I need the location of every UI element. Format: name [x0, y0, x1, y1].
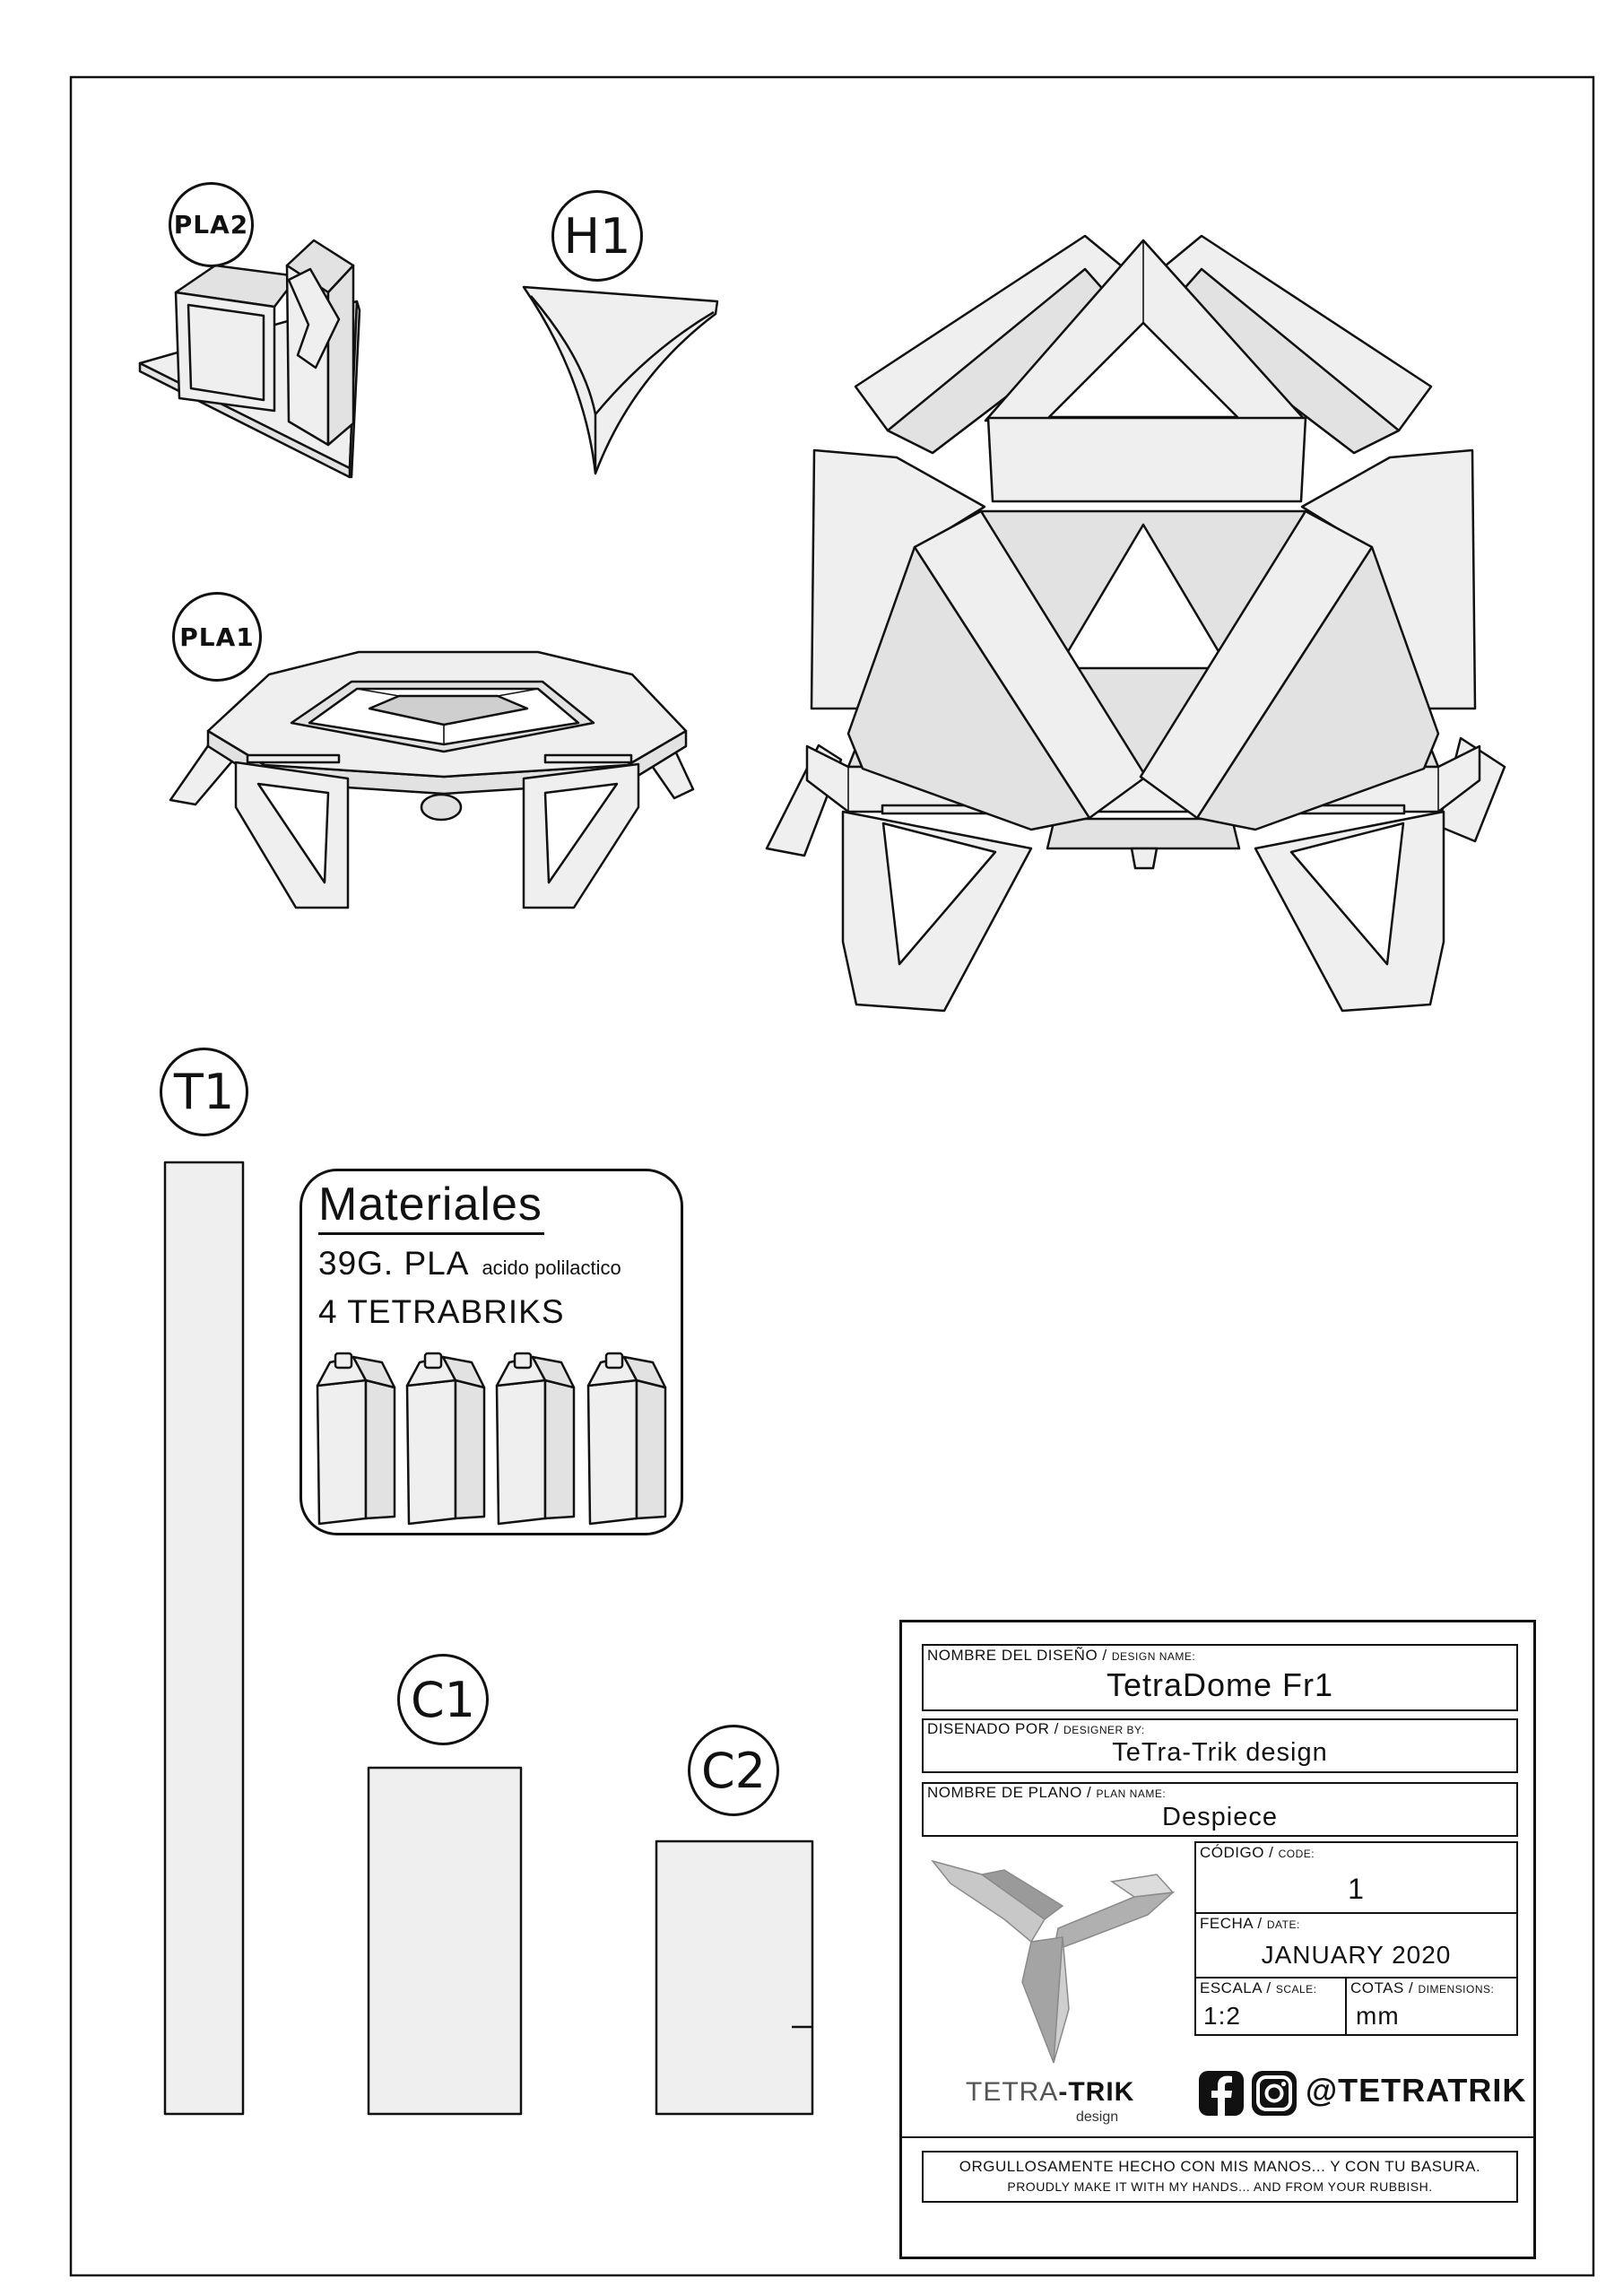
part-c1-strip: [369, 1768, 521, 2114]
designer-label: [927, 1720, 1145, 1738]
assembled-dome-drawing: [767, 236, 1505, 1011]
dimensions-label-es: COTAS /: [1350, 1979, 1419, 1996]
label-pla1: PLA1: [172, 592, 262, 682]
logo-tetra: TETRA: [966, 2077, 1059, 2107]
logo-wordmark: [966, 2077, 1134, 2108]
materials-title: Materiales: [318, 1177, 544, 1235]
label-c2: C2: [688, 1725, 779, 1816]
design-name-value: TetraDome Fr1: [1106, 1666, 1334, 1703]
label-c1: C1: [397, 1654, 489, 1745]
date-label: [1200, 1915, 1300, 1933]
label-pla2: PLA2: [169, 182, 254, 267]
footer-line-en: PROUDLY MAKE IT WITH MY HANDS... AND FROM YOUR RUBBISH.: [1007, 2179, 1433, 2194]
label-t1: T1: [160, 1048, 248, 1136]
materials-pla-line: [318, 1245, 621, 1287]
code-table-divider: [1194, 1977, 1518, 1979]
dimensions-value: mm: [1356, 2002, 1400, 2030]
code-label-en: CODE:: [1278, 1848, 1315, 1860]
materials-pla-note: acido polilactico: [482, 1257, 621, 1279]
part-pla1-drawing: [170, 652, 693, 908]
design-name-label-es: NOMBRE DEL DISEÑO /: [927, 1647, 1112, 1664]
materials-box: [299, 1169, 683, 1535]
code-label-es: CÓDIGO /: [1200, 1844, 1279, 1861]
dimensions-label-en: DIMENSIONS:: [1418, 1983, 1495, 1996]
design-name-label-en: DESIGN NAME:: [1111, 1650, 1196, 1663]
facebook-icon: [1198, 2070, 1245, 2117]
date-value: JANUARY 2020: [1261, 1941, 1452, 1969]
dimensions-label: [1350, 1979, 1494, 1997]
plan-name-value: Despiece: [1162, 1803, 1278, 1831]
tetra-trik-logo-icon: [924, 1849, 1184, 2074]
social-handle: @TETRATRIK: [1306, 2072, 1527, 2109]
date-label-es: FECHA /: [1200, 1915, 1267, 1932]
footer-box: [922, 2151, 1518, 2203]
label-h1: H1: [551, 190, 643, 282]
designer-label-es: DISENADO POR /: [927, 1720, 1064, 1737]
plan-name-label-es: NOMBRE DE PLANO /: [927, 1784, 1097, 1801]
code-label: [1200, 1844, 1315, 1862]
plan-name-label: [927, 1784, 1166, 1802]
scale-value: 1:2: [1203, 2002, 1241, 2030]
materials-pla: 39G. PLA: [318, 1245, 470, 1282]
scale-label-en: SCALE:: [1275, 1983, 1317, 1996]
logo-dash: -: [1058, 2077, 1069, 2107]
designer-label-en: DESIGNER BY:: [1063, 1724, 1145, 1736]
instagram-icon: [1251, 2070, 1298, 2117]
part-h1-drawing: [524, 287, 717, 474]
logo-trik: TRIK: [1068, 2077, 1135, 2107]
materials-tetrabriks: 4 TETRABRIKS: [318, 1293, 565, 1330]
designer-value: TeTra-Trik design: [1112, 1738, 1328, 1767]
code-table-divider: [1194, 1912, 1518, 1914]
scale-label-es: ESCALA /: [1200, 1979, 1276, 1996]
design-name-label: [927, 1647, 1195, 1665]
part-pla2-drawing: [140, 240, 360, 477]
logo-design: design: [1076, 2109, 1119, 2125]
plan-name-label-en: PLAN NAME:: [1096, 1787, 1167, 1800]
code-value: 1: [1348, 1873, 1365, 1905]
code-table-divider: [1345, 1977, 1347, 2036]
footer-separator: [899, 2136, 1536, 2138]
part-c2-strip: [656, 1841, 812, 2114]
part-t1-strip: [165, 1162, 243, 2114]
date-label-en: DATE:: [1266, 1918, 1300, 1931]
scale-label: [1200, 1979, 1317, 1997]
footer-line-es: ORGULLOSAMENTE HECHO CON MIS MANOS... Y CON TU BASURA.: [959, 2158, 1481, 2175]
